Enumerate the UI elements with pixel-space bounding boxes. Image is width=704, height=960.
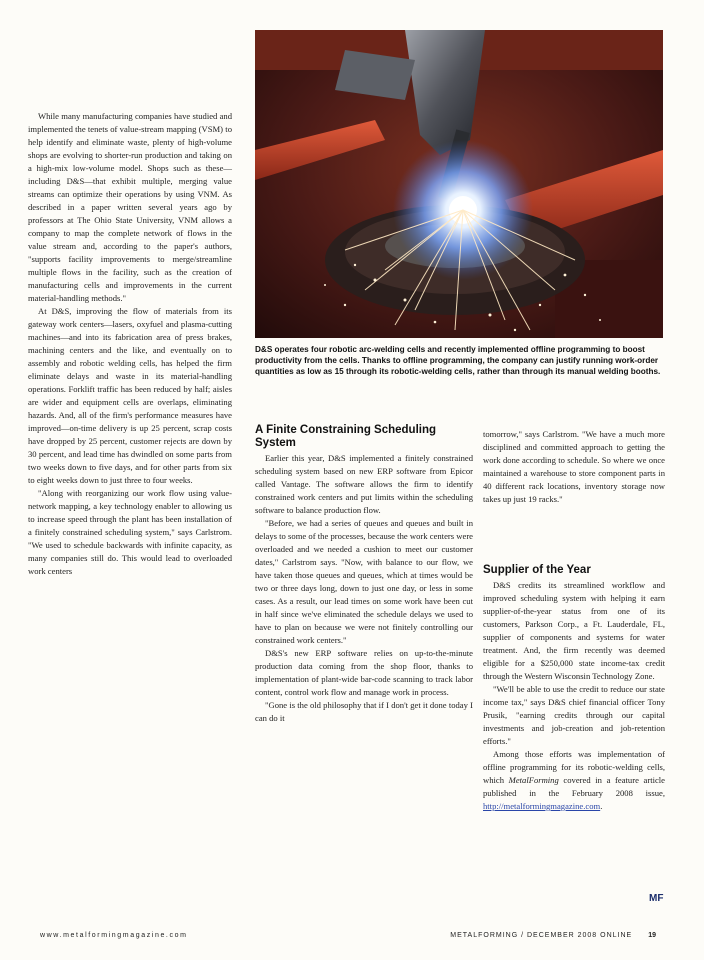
article-column-2 xyxy=(255,452,473,725)
page-number: 19 xyxy=(648,932,656,939)
section-heading-finite-scheduling: A Finite Constraining Scheduling System xyxy=(255,424,437,449)
paragraph: D&S credits its streamlined workflow and improved scheduling system with helping it earn supplier-of-the-year status from one of its customers, Parkson Corp., a Ft. Lauderdale, FL, supplier of components and systems for water treatment. And, the firm recently was deemed eligible for a $250,000 state income-tax credit through the Western Wisconsin Technology Zone. xyxy=(483,580,665,681)
footer-url: www.metalformingmagazine.com xyxy=(40,932,188,939)
paragraph: While many manufacturing companies have studied and implemented the tenets of value-stream mapping (VSM) to help identify and eliminate waste, plenty of high-volume shops are evolving to shorter-run production and taking on a high-mix low-volume model. Shops such as these—including D&S—that exhibit multiple, merging value streams can optimize their operations by using VNM. As described in a paper written several years ago by professors at The Ohio State University, VNM allows a company to map the complete network of flows in the value stream and, according to the paper's authors, "supports facility improvements to merge/streamline multiple flows in the facility, such as the creation of manufacturing cells and improvements in the current material-handling methods." xyxy=(28,111,232,303)
photo-caption: D&S operates four robotic arc-welding cells and recently implemented offline programming to boost productivity from the cells. Thanks to offline programming, the company can justify running work-order quantities as low as 15 through its robotic-welding cells, rather than through its manual welding booths. xyxy=(255,345,661,376)
magazine-name: MetalForming xyxy=(508,775,559,785)
footer-issue xyxy=(450,932,656,939)
article-column-3-continued xyxy=(483,579,665,813)
end-mark-logo: MF xyxy=(649,893,664,904)
section-heading-supplier-of-the-year: Supplier of the Year xyxy=(483,564,591,576)
paragraph: D&S's new ERP software relies on up-to-the-minute production data coming from the shop floor, thanks to implementation of plant-wide bar-code scanning to track labor content, control work flow and manage work in process. xyxy=(255,648,473,697)
paragraph: Earlier this year, D&S implemented a finitely constrained scheduling system based on new ERP software from Epicor called Vantage. The software allows the firm to identify constrained work centers and put limits within the scheduling software to balance production flow. xyxy=(255,453,473,515)
paragraph: "Before, we had a series of queues and queues and built in delays to some of the processes, because the work centers were overloaded and we needed a cushion to meet our customer dates," Carlstrom says. "Now, with balance to our flow, we have taken those queues and queues, which at times would be two or three days long, down to just one day, or less in some cases. As a result, our lead times on some work have been cut in half since we've eliminated the schedule delays we used to have to plan on because we were not finitely controlling our constrained work centers." xyxy=(255,518,473,645)
paragraph-text: covered in a feature article published in the February 2008 issue, xyxy=(483,775,665,798)
paragraph-with-link xyxy=(483,748,665,813)
welding-photo xyxy=(255,30,663,338)
article-column-1 xyxy=(28,110,232,578)
paragraph: "Along with reorganizing our work flow using value-network mapping, a key technology enabler to allowing us to increase speed through the plant has been installation of a finitely constrained scheduling system," says Carlstrom. "We used to schedule backwards with infinite capacity, as many companies still do. This would lead to overloaded work centers xyxy=(28,488,232,576)
article-link[interactable]: http://metalformingmagazine.com xyxy=(483,801,601,811)
paragraph: "We'll be able to use the credit to reduce our state income tax," says D&S chief financial officer Tony Prusik, "earning credits through our capital investments and job-creation and job-retention efforts." xyxy=(483,684,665,746)
paragraph-text: Among those efforts was implementation of offline programming for its robotic-welding cells, which xyxy=(483,749,665,785)
paragraph-text: . xyxy=(600,801,603,811)
paragraph: "Gone is the old philosophy that if I don't get it done today I can do it xyxy=(255,700,473,723)
footer-issue-text: METALFORMING / DECEMBER 2008 ONLINE xyxy=(450,932,633,939)
paragraph: At D&S, improving the flow of materials from its gateway work centers—lasers, oxyfuel and plasma-cutting machines—and into its fabrication area of press brakes, machining centers and the like, and eventually on to assembly and robotic welding cells, has helped the firm eliminate delays and waste in its material-handling operations. Forklift traffic has been reduced by half; aisles are wider and equipment cells are overlaps, eliminating hazards. And, all of the firm's performance measures have improved—on-time delivery is up 25 percent, scrap costs have dropped by 25 percent, customer rejects are down by 30 percent, and lead time has dwindled on some parts from two weeks down to five days, and for other parts from six to eight weeks down to just three to four weeks. xyxy=(28,306,232,485)
paragraph: tomorrow," says Carlstrom. "We have a much more disciplined and committed approach to getting the work done according to schedule. So where we once maintained a warehouse to store component parts in 40 different rack locations, inventory storage now takes up just 19 racks." xyxy=(483,429,665,504)
article-column-3 xyxy=(483,428,665,506)
welding-photo-illustration xyxy=(255,30,663,338)
